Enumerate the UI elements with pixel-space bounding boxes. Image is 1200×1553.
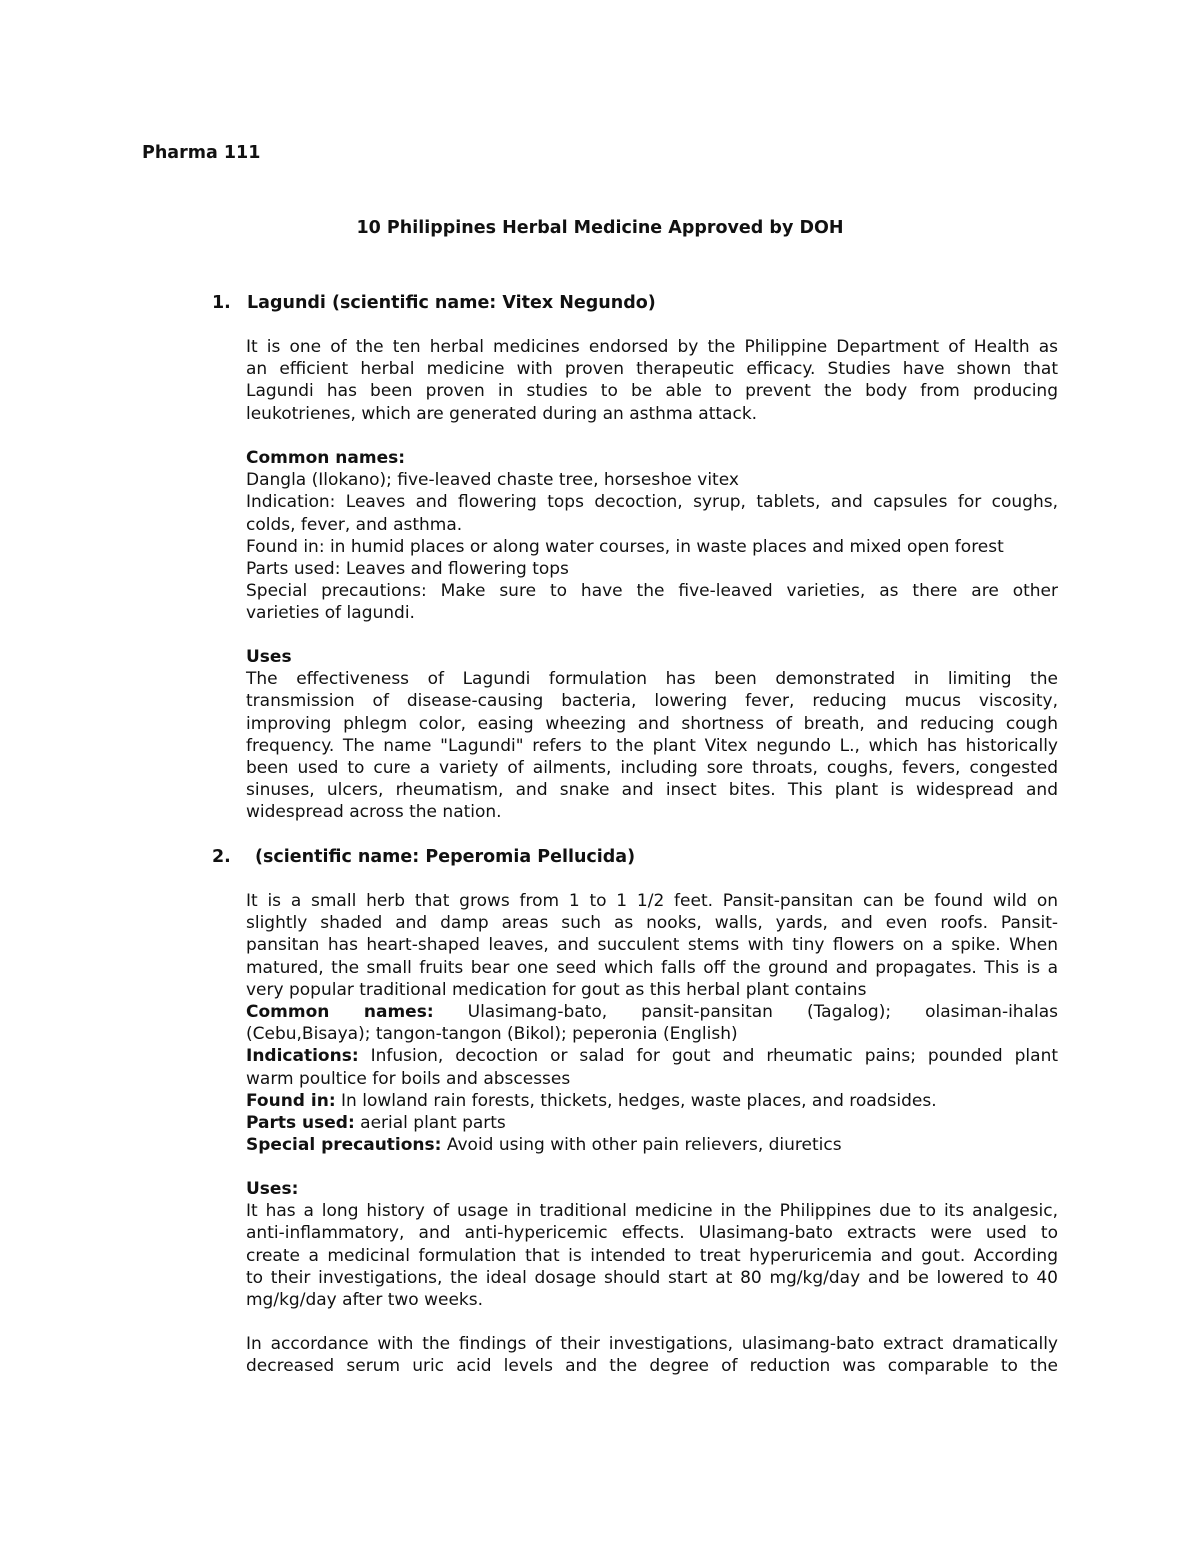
paragraph-line: matured, the small fruits bear one seed which falls off the ground and propagates. This is a bbox=[246, 957, 1058, 978]
indications-value: Infusion, decoction or salad for gout and rheumatic pains; pounded plant bbox=[370, 1046, 1059, 1067]
paragraph-line: In accordance with the findings of their investigations, ulasimang-bato extract dramatically bbox=[246, 1334, 1058, 1354]
found-in-label: Found in: bbox=[246, 1090, 336, 1111]
parts-used-label: Parts used: bbox=[246, 1112, 355, 1133]
found-in-value: In lowland rain forests, thickets, hedges, waste places, and roadsides. bbox=[341, 1090, 937, 1111]
paragraph-line: frequency. The name "Lagundi" refers to the plant Vitex negundo L., which has historically bbox=[246, 735, 1058, 756]
paragraph-line: an efficient herbal medicine with proven therapeutic efficacy. Studies have shown that bbox=[246, 359, 1058, 380]
precautions-value: Avoid using with other pain relievers, diuretics bbox=[446, 1135, 842, 1156]
precautions-label: Special precautions: bbox=[246, 1135, 442, 1156]
detail-line: colds, fever, and asthma. bbox=[246, 514, 463, 535]
paragraph-line: transmission of disease-causing bacteria, lowering fever, reducing mucus viscosity, bbox=[246, 691, 1058, 712]
detail-line: Special precautions: Make sure to have the five-leaved varieties, as there are other bbox=[246, 581, 1058, 602]
parts-used-value: aerial plant parts bbox=[360, 1112, 506, 1133]
paragraph-line: been used to cure a variety of ailments, including sore throats, coughs, fevers, congested bbox=[246, 757, 1058, 778]
paragraph-line: mg/kg/day after two weeks. bbox=[246, 1289, 484, 1310]
uses-label: Uses bbox=[246, 647, 292, 667]
item-1-uses bbox=[246, 646, 1058, 824]
paragraph-line: slightly shaded and damp areas such as nooks, walls, yards, and even roofs. Pansit- bbox=[246, 913, 1058, 934]
paragraph-line: It has a long history of usage in traditional medicine in the Philippines due to its analgesic, bbox=[246, 1201, 1058, 1222]
paragraph-line: The effectiveness of Lagundi formulation has been demonstrated in limiting the bbox=[246, 669, 1058, 690]
paragraph-line: Lagundi has been proven in studies to be able to prevent the body from producing bbox=[246, 381, 1058, 402]
item-1-number: 1. bbox=[212, 293, 231, 313]
paragraph-line: create a medicinal formulation that is intended to treat hyperuricemia and gout. According bbox=[246, 1245, 1058, 1266]
document-title: 10 Philippines Herbal Medicine Approved by DOH bbox=[356, 218, 844, 238]
paragraph-line: to their investigations, the ideal dosage should start at 80 mg/kg/day and be lowered to 40 bbox=[246, 1267, 1058, 1288]
item-2-uses bbox=[246, 1178, 1058, 1311]
paragraph-line: It is one of the ten herbal medicines endorsed by the Philippine Department of Health as bbox=[246, 337, 1058, 357]
course-title: Pharma 111 bbox=[142, 143, 261, 163]
found-in-line bbox=[246, 1090, 1058, 1112]
detail-line: Found in: in humid places or along water courses, in waste places and mixed open forest bbox=[246, 536, 1004, 557]
detail-line: Indication: Leaves and flowering tops decoction, syrup, tablets, and capsules for coughs, bbox=[246, 492, 1058, 513]
detail-line: Dangla (Ilokano); five-leaved chaste tree, horseshoe vitex bbox=[246, 470, 739, 491]
paragraph-line: very popular traditional medication for gout as this herbal plant contains bbox=[246, 979, 867, 1000]
uses-label: Uses: bbox=[246, 1179, 299, 1199]
indications-line bbox=[246, 1045, 1058, 1067]
paragraph-line: pansitan has heart-shaped leaves, and succulent stems with tiny flowers on a spike. When bbox=[246, 935, 1058, 956]
indications-label: Indications: bbox=[246, 1046, 359, 1067]
item-2-findings bbox=[246, 1333, 1058, 1377]
item-2-intro bbox=[246, 890, 1058, 1156]
paragraph-line: anti-inflammatory, and anti-hypericemic effects. Ulasimang-bato extracts were used to bbox=[246, 1223, 1058, 1244]
detail-line: Parts used: Leaves and flowering tops bbox=[246, 558, 569, 579]
common-names-label: Common names: bbox=[246, 448, 406, 468]
common-names-value: Ulasimang-bato, pansit-pansitan (Tagalog); olasiman-ihalas bbox=[467, 1001, 1058, 1022]
item-1-heading: Lagundi (scientific name: Vitex Negundo) bbox=[247, 293, 656, 313]
item-2-heading: (scientific name: Peperomia Pellucida) bbox=[255, 847, 636, 867]
paragraph-line: leukotrienes, which are generated during an asthma attack. bbox=[246, 403, 758, 424]
indications-continued: warm poultice for boils and abscesses bbox=[246, 1068, 571, 1089]
item-1-intro bbox=[246, 336, 1058, 425]
common-names-continued: (Cebu,Bisaya); tangon-tangon (Bikol); peperonia (English) bbox=[246, 1024, 738, 1045]
detail-line: varieties of lagundi. bbox=[246, 603, 415, 624]
precautions-line bbox=[246, 1134, 1058, 1156]
paragraph-line: widespread across the nation. bbox=[246, 802, 502, 823]
parts-used-line bbox=[246, 1112, 1058, 1134]
item-2-number: 2. bbox=[212, 847, 231, 867]
paragraph-line: It is a small herb that grows from 1 to 1 1/2 feet. Pansit-pansitan can be found wild on bbox=[246, 891, 1058, 911]
common-names-line bbox=[246, 1001, 1058, 1023]
paragraph-line: sinuses, ulcers, rheumatism, and snake and insect bites. This plant is widespread and bbox=[246, 780, 1058, 801]
common-names-label: Common names: bbox=[246, 1001, 434, 1022]
paragraph-line: improving phlegm color, easing wheezing and shortness of breath, and reducing cough bbox=[246, 713, 1058, 734]
item-1-details bbox=[246, 447, 1058, 625]
paragraph-line: decreased serum uric acid levels and the degree of reduction was comparable to the bbox=[246, 1356, 1058, 1377]
